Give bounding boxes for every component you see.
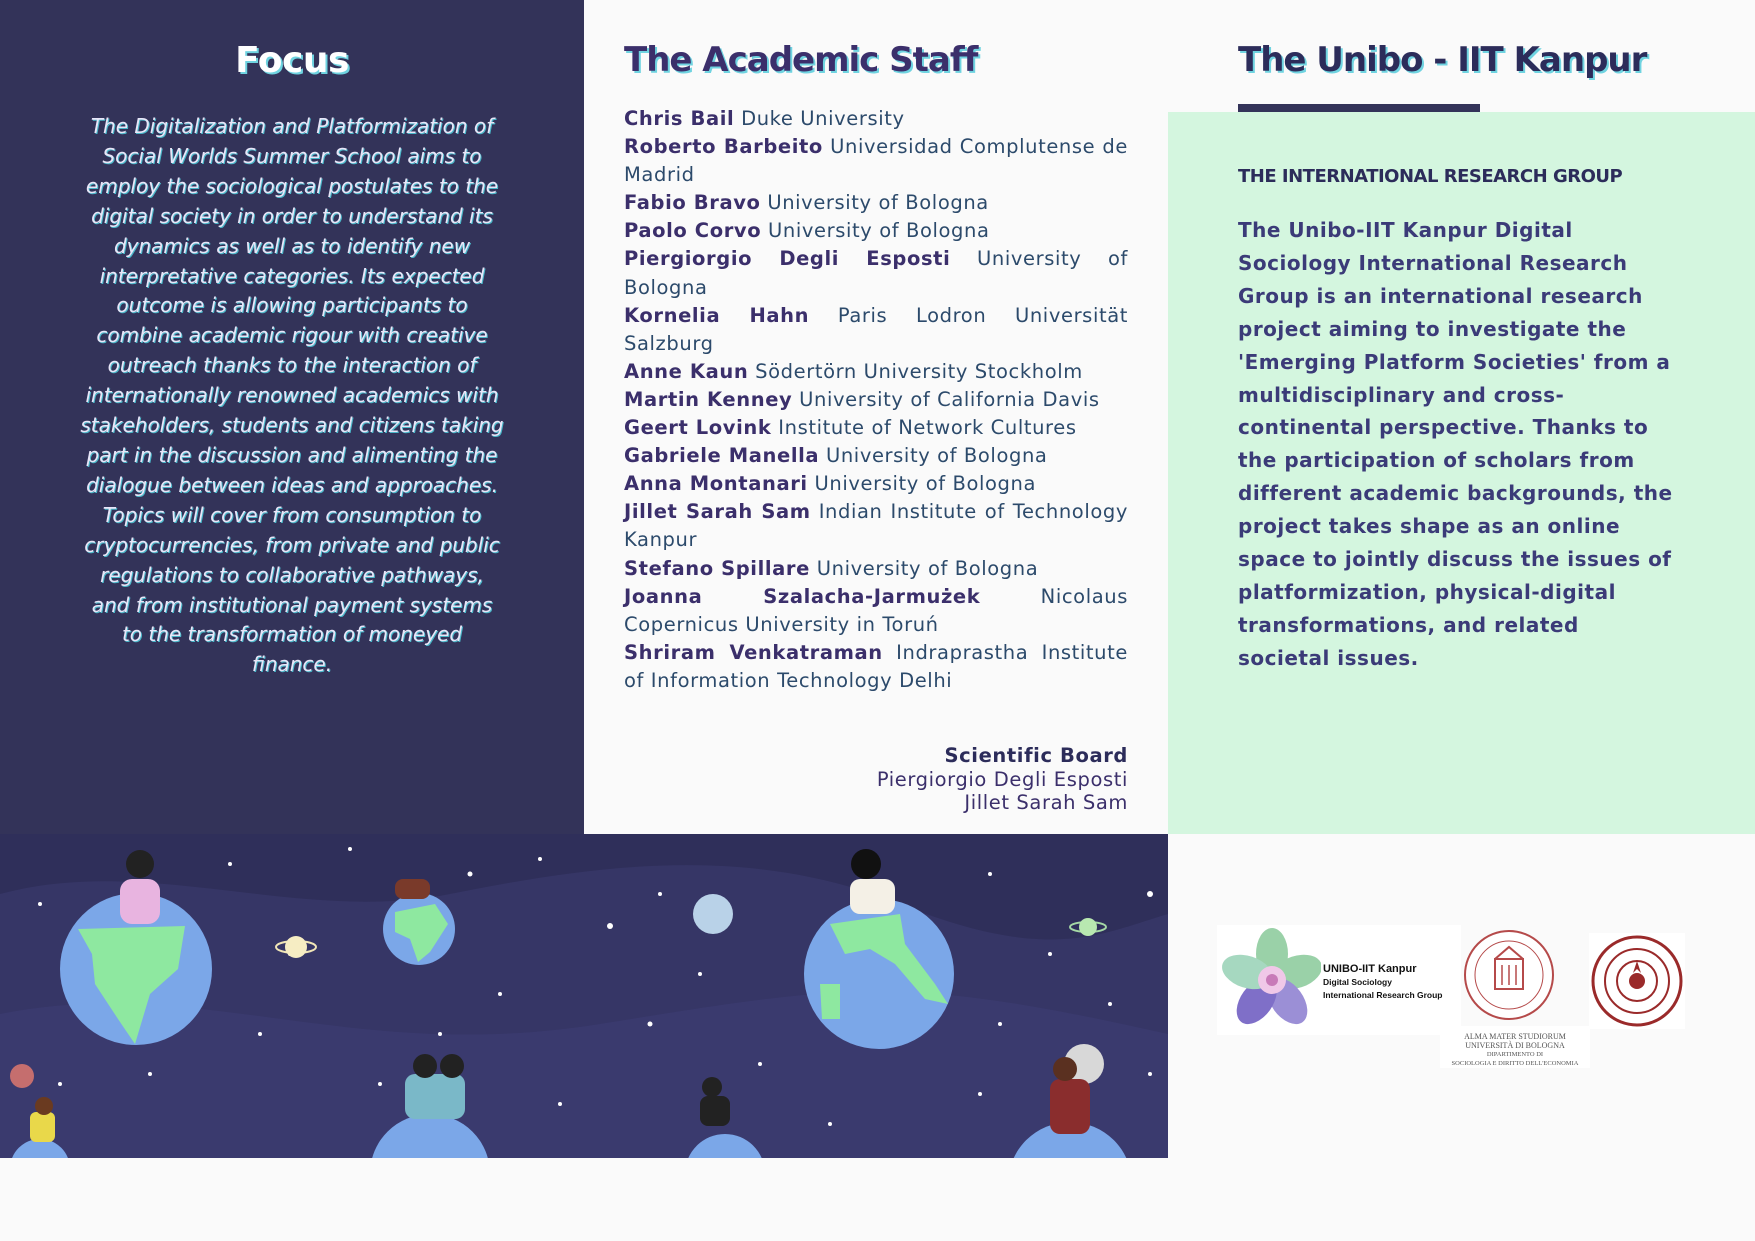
staff-entry xyxy=(624,245,1128,301)
unibo-caption-line: SOCIOLOGIA E DIRITTO DELL'ECONOMIA xyxy=(1451,1060,1579,1067)
scientific-board xyxy=(877,744,1128,815)
unibo-caption-line: UNIVERSITÀ DI BOLOGNA xyxy=(1465,1041,1565,1050)
staff-list xyxy=(624,105,1128,695)
staff-name: Martin Kenney xyxy=(624,387,793,411)
unibo-caption-line: ALMA MATER STUDIORUM xyxy=(1464,1032,1566,1041)
iit-kanpur-seal-icon xyxy=(1589,933,1685,1029)
logo-line: UNIBO-IIT Kanpur xyxy=(1323,963,1417,975)
staff-name: Piergiorgio Degli Esposti xyxy=(624,247,951,271)
space-illustration xyxy=(0,834,1168,1158)
staff-name: Chris Bail xyxy=(624,107,735,130)
staff-entry xyxy=(624,302,1128,358)
unibo-caption xyxy=(1440,1026,1590,1068)
staff-entry xyxy=(624,217,1128,245)
focus-panel xyxy=(0,0,584,834)
staff-entry xyxy=(624,639,1128,695)
staff-entry xyxy=(624,442,1128,470)
board-member: Jillet Sarah Sam xyxy=(964,791,1128,814)
staff-affiliation: Indian Institute of Technology Kanpur xyxy=(624,500,1128,552)
staff-name: Anne Kaun xyxy=(624,359,749,383)
staff-name: Kornelia Hahn xyxy=(624,303,810,327)
staff-affiliation: Institute of Network Cultures xyxy=(778,416,1077,440)
staff-panel xyxy=(584,0,1168,834)
board-member: Piergiorgio Degli Esposti xyxy=(876,767,1128,791)
focus-text: The Digitalization and Platformization of Social Worlds Summer School aims to employ the sociological postulates to the digital society in order to understand its dynamics as well as to identify new interpretative categories. Its expected outcome is allowing participants to combine academic rigour with creative outreach thanks to the interaction of internationally renowned academics with stakeholders, students and citizens taking part in the discussion and alimenting the dialogue between ideas and approaches. Topics will cover from consumption to cryptocurrencies, from private and public regulations to collaborative pathways, and from institutional payment systems to the transformation of moneyed finance. xyxy=(80,114,504,677)
staff-name: Fabio Bravo xyxy=(624,191,761,215)
staff-affiliation: University of Bologna xyxy=(768,219,990,243)
staff-name: Jillet Sarah Sam xyxy=(624,500,811,524)
staff-name: Gabriele Manella xyxy=(624,444,820,468)
staff-affiliation: University of Bologna xyxy=(624,247,1128,299)
logo-line: Digital Sociology xyxy=(1323,977,1392,987)
logos xyxy=(1217,925,1687,1070)
staff-entry xyxy=(624,189,1128,217)
staff-entry xyxy=(624,358,1128,386)
staff-entry xyxy=(624,583,1128,639)
staff-entry xyxy=(624,386,1128,414)
group-text: The Unibo-IIT Kanpur Digital Sociology International Research Group is an international research project aiming to investigate the 'Emerging Platform Societies' from a multidisciplinary and cross-continental perspective. Thanks to the participation of scholars from different academic backgrounds, the project takes shape as an online space to jointly discuss the issues of platformization, physical-digital transformations, and related societal issues. xyxy=(1238,218,1673,670)
group-title: The Unibo - IIT Kanpur xyxy=(1238,40,1647,80)
group-info-box xyxy=(1168,112,1755,834)
staff-name: Paolo Corvo xyxy=(624,219,762,243)
globe-africa-icon xyxy=(383,879,455,965)
space-scene xyxy=(0,834,1168,1158)
staff-name: Geert Lovink xyxy=(624,416,772,440)
ringed-planet-icon xyxy=(1079,918,1097,936)
group-heading: THE INTERNATIONAL RESEARCH GROUP xyxy=(1238,166,1623,187)
logo-line: International Research Group xyxy=(1323,990,1443,1000)
staff-entry xyxy=(624,498,1128,554)
staff-affiliation: Universidad Complutense de Madrid xyxy=(624,135,1128,187)
unibo-iit-logo-text xyxy=(1323,963,1443,1002)
title-underline xyxy=(1238,104,1480,112)
staff-affiliation: Paris Lodron Universität Salzburg xyxy=(624,303,1129,355)
staff-affiliation: University of Bologna xyxy=(825,444,1048,468)
red-planet-icon xyxy=(10,1064,34,1088)
staff-name: Roberto Barbeito xyxy=(624,135,823,159)
staff-entry xyxy=(624,555,1128,583)
staff-affiliation: Duke University xyxy=(741,107,905,130)
staff-name: Shriram Venkatraman xyxy=(624,640,883,664)
staff-title: The Academic Staff xyxy=(624,40,978,80)
staff-affiliation: Nicolaus Copernicus University in Toruń xyxy=(624,584,1128,636)
staff-name: Stefano Spillare xyxy=(624,556,810,580)
staff-entry xyxy=(624,414,1128,442)
staff-affiliation: University of California Davis xyxy=(799,387,1100,411)
unibo-iit-logo xyxy=(1217,925,1461,1035)
flower-logo-icon xyxy=(1217,925,1321,1035)
staff-affiliation: Södertörn University Stockholm xyxy=(755,359,1083,383)
staff-affiliation: Indraprastha Institute of Information Technology Delhi xyxy=(624,640,1128,692)
staff-name: Joanna Szalacha-Jarmużek xyxy=(624,584,981,608)
staff-entry xyxy=(624,105,1128,133)
unibo-caption-line: DIPARTIMENTO DI xyxy=(1486,1051,1544,1058)
moon-icon xyxy=(693,894,733,934)
staff-entry xyxy=(624,470,1128,498)
staff-affiliation: University of Bologna xyxy=(816,556,1039,580)
alma-mater-seal-icon xyxy=(1459,925,1559,1025)
globe-india-icon xyxy=(60,850,212,1045)
board-title: Scientific Board xyxy=(944,744,1128,767)
staff-affiliation: University of Bologna xyxy=(767,191,989,215)
staff-affiliation: University of Bologna xyxy=(814,472,1037,496)
globe-italy-icon xyxy=(804,849,954,1049)
focus-title: Focus xyxy=(235,40,349,81)
staff-name: Anna Montanari xyxy=(624,472,808,496)
ringed-planet-icon xyxy=(285,936,307,958)
staff-entry xyxy=(624,133,1128,189)
